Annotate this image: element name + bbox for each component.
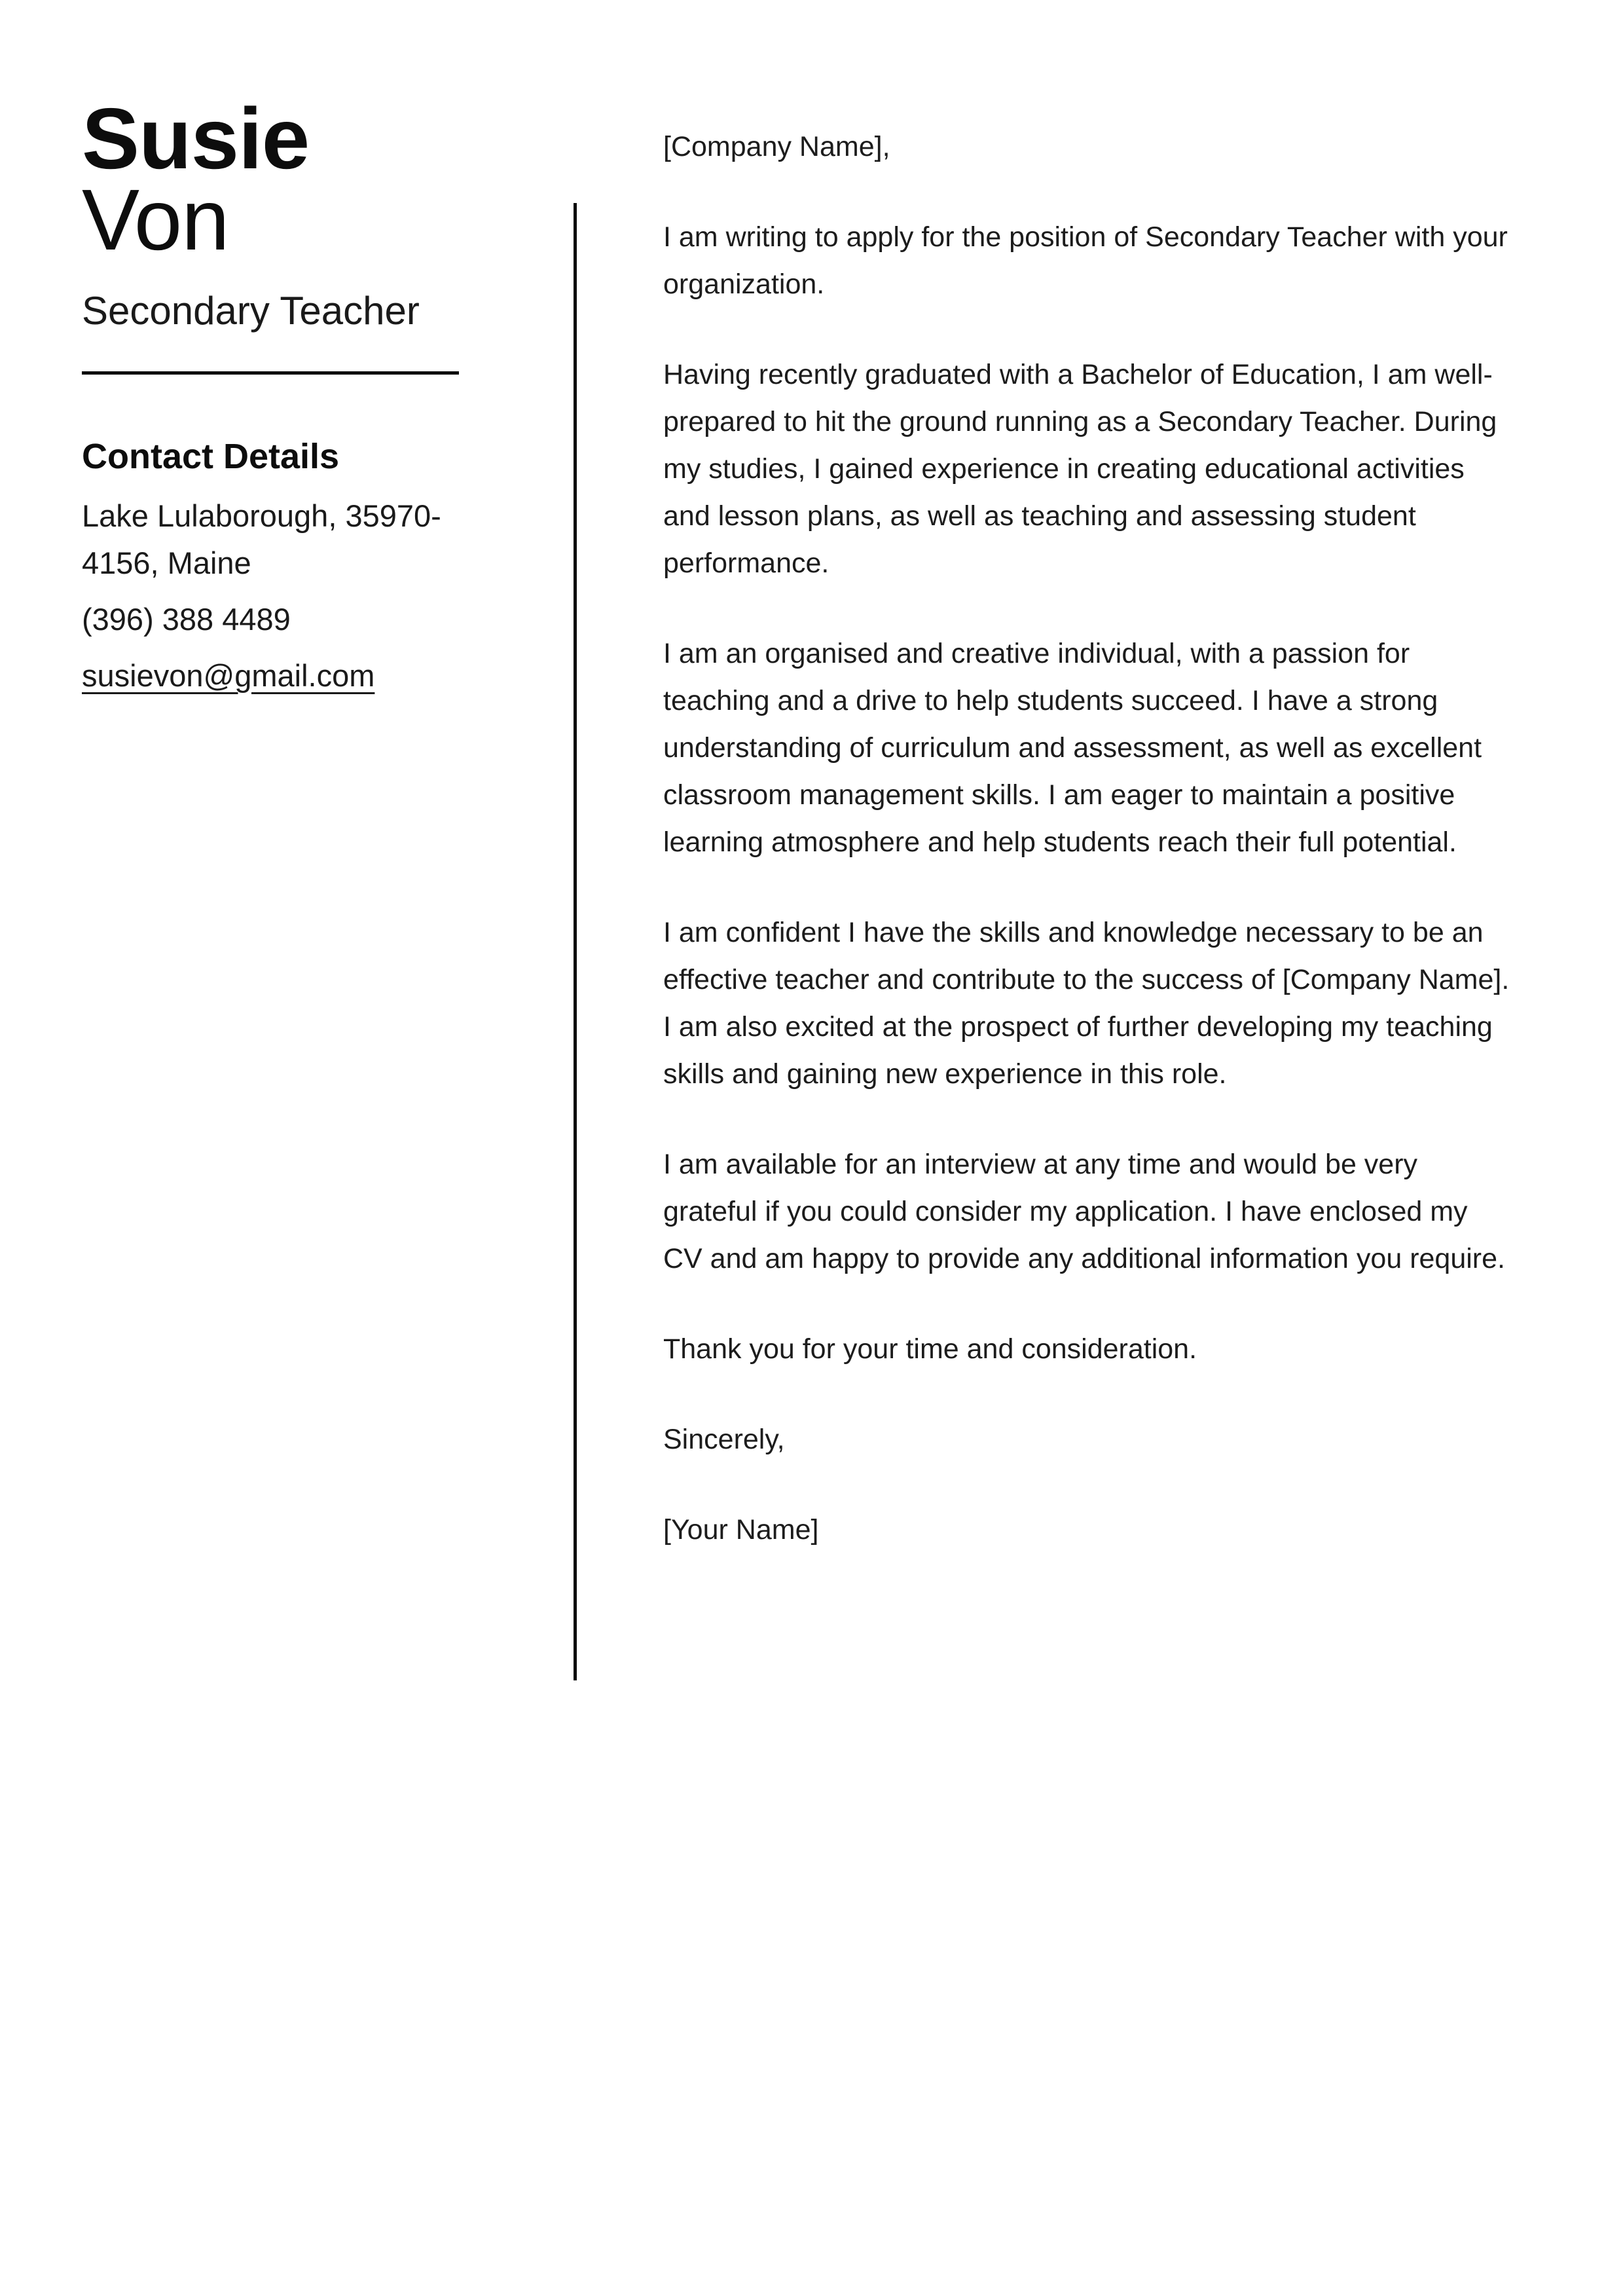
candidate-name [82,90,475,268]
vertical-divider [574,203,577,1680]
recipient-line: [Company Name], [663,131,890,162]
sidebar [82,90,475,699]
contact-details-heading: Contact Details [82,437,340,476]
letter-paragraph: Having recently graduated with a Bachelor of Education, I am well-prepared to hit the ground running as a Secondary Teacher. During my studies, I gained experience in creating educational activities and lesson plans, as well as teaching and assessing student performance. [663,359,1497,579]
section-divider [82,371,459,375]
letter-body [663,123,1514,1597]
letter-paragraph: I am an organised and creative individual, with a passion for teaching and a drive to help students succeed. I have a strong understanding of curriculum and assessment, as well as excellent classroom management skills. I am eager to maintain a positive learning atmosphere and help students reach their full potential. [663,638,1482,858]
job-title: Secondary Teacher [82,289,420,333]
phone-number: (396) 388 4489 [82,602,291,637]
first-name-heading: Susie [82,90,310,187]
letter-paragraph: I am confident I have the skills and knowledge necessary to be an effective teacher and contribute to the success of [Company Name]. I am also excited at the prospect of further developing my teaching skills and gaining new experience in this role. [663,917,1510,1090]
address-line-1: Lake Lulaborough, 35970- [82,498,441,533]
letter-paragraph: I am available for an interview at any time and would be very grateful if you could consider my application. I have enclosed my CV and am happy to provide any additional information you require. [663,1149,1505,1274]
signature-line: [Your Name] [663,1514,819,1546]
letter-paragraph: I am writing to apply for the position of Secondary Teacher with your organization. [663,221,1508,300]
closing-line: Sincerely, [663,1424,785,1455]
email-row [82,652,475,699]
email-link[interactable]: susievon@gmail.com [82,658,375,693]
address-line-2: 4156, Maine [82,546,251,580]
last-name-heading: Von [82,172,229,268]
letter-paragraph: Thank you for your time and consideration. [663,1333,1197,1365]
address-text [82,492,475,587]
